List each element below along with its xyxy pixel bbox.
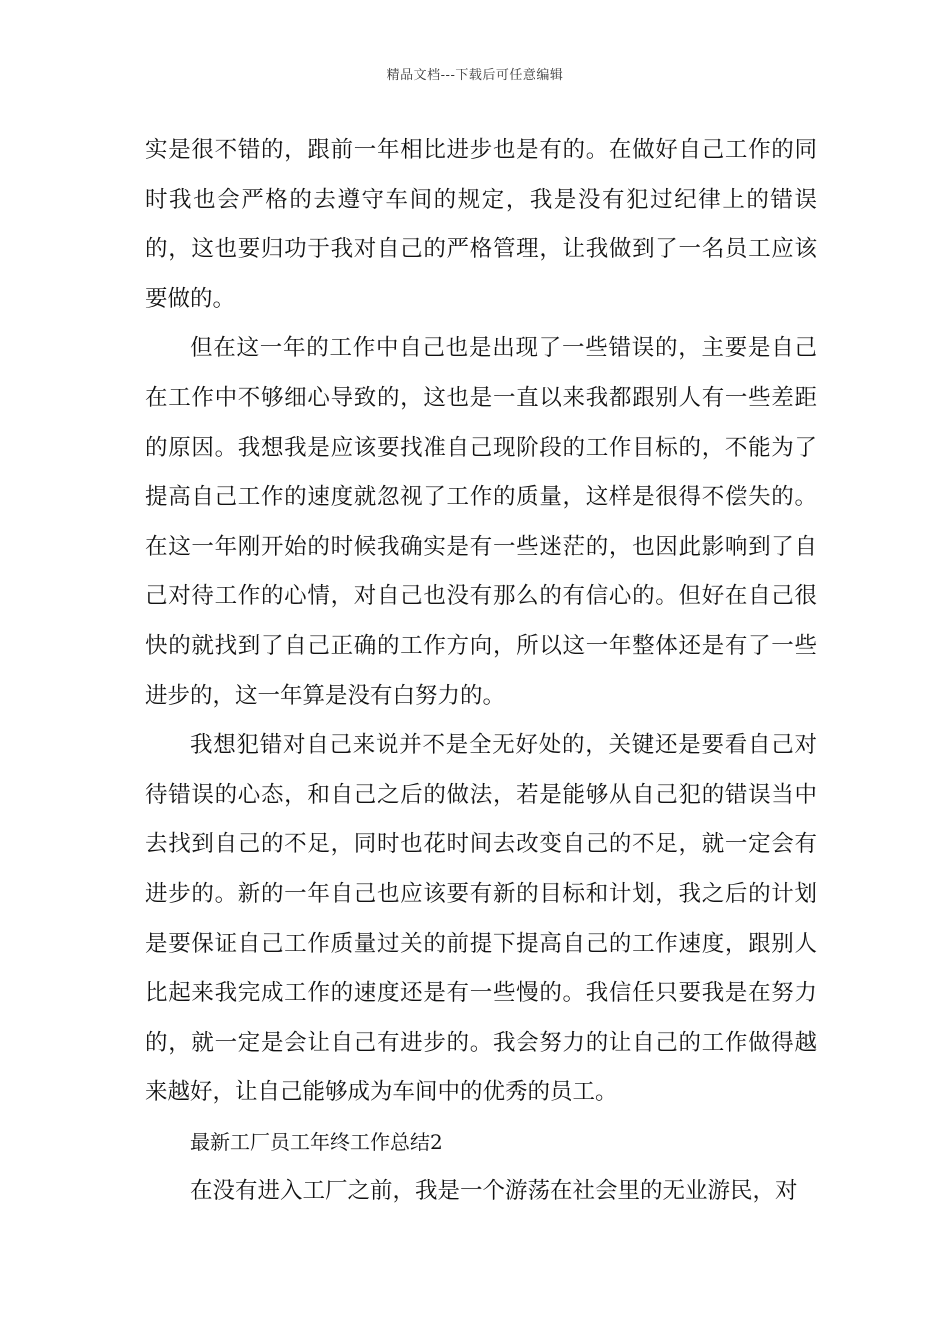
- paragraph-1: 实是很不错的，跟前一年相比进步也是有的。在做好自己工作的同时我也会严格的去遵守车间的规定，我是没有犯过纪律上的错误的，这也要归功于我对自己的严格管理，让我做到了一名员工应该要做的。: [145, 137, 817, 312]
- paragraph-3: 我想犯错对自己来说并不是全无好处的，关键还是要看自己对待错误的心态，和自己之后的做法，若是能够从自己犯的错误当中去找到自己的不足，同时也花时间去改变自己的不足，就一定会有进步的。新的一年自己也应该要有新的目标和计划，我之后的计划是要保证自己工作质量过关的前提下提高自己的工作速度，跟别人比起来我完成工作的速度还是有一些慢的。我信任只要我是在努力的，就一定是会让自己有进步的。我会努力的让自己的工作做得越来越好，让自己能够成为车间中的优秀的员工。: [145, 732, 817, 1106]
- section-heading: 最新工厂员工年终工作总结2: [190, 1129, 443, 1154]
- paragraph-4: 在没有进入工厂之前，我是一个游荡在社会里的无业游民，对: [190, 1178, 798, 1205]
- document-body: [145, 126, 817, 1217]
- paragraph-2: 但在这一年的工作中自己也是出现了一些错误的，主要是自己在工作中不够细心导致的，这也是一直以来我都跟别人有一些差距的原因。我想我是应该要找准自己现阶段的工作目标的，不能为了提高自己工作的速度就忽视了工作的质量，这样是很得不偿失的。在这一年刚开始的时候我确实是有一些迷茫的，也因此影响到了自己对待工作的心情，对自己也没有那么的有信心的。但好在自己很快的就找到了自己正确的工作方向，所以这一年整体还是有了一些进步的，这一年算是没有白努力的。: [145, 335, 817, 709]
- page-header: 精品文档---下载后可任意编辑: [386, 68, 564, 83]
